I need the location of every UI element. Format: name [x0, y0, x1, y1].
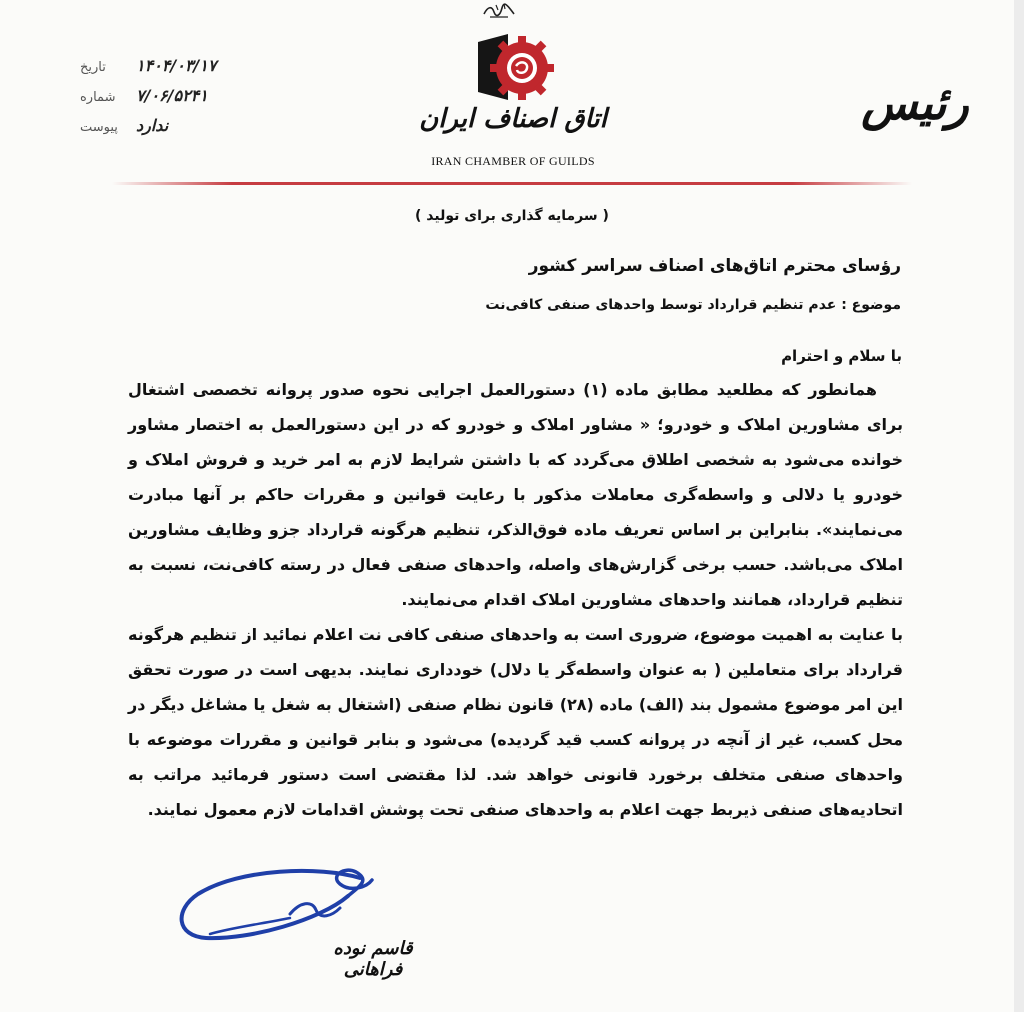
letter-body	[128, 372, 903, 827]
meta-attachment-value: ندارد	[136, 116, 169, 135]
bismillah-calligraphy-icon	[482, 2, 516, 20]
meta-number-value: ۷/۰۶/۵۲۴۱	[136, 86, 208, 105]
meta-date-value: ۱۴۰۴/۰۳/۱۷	[136, 56, 217, 75]
letter-meta	[80, 56, 250, 146]
paragraph: همانطور که مطلعید مطابق ماده (۱) دستورالعمل اجرایی نحوه صدور پروانه تخصصی اشتغال برای مشاورین املاک و خودرو؛ « مشاور املاک و خودرو که در این دستورالعمل به اختصار مشاور خوانده می‌شود به شخصی اطلاق می‌گردد که با داشتن شرایط لازم به امر خرید و فروش املاک و خودرو یا دلالی و واسطه‌گری معاملات مذکور با رعایت قوانین و مقررات حاکم بر آنها مبادرت می‌نمایند». بنابراین بر اساس تعریف ماده فوق‌الذکر، تنظیم هرگونه قرارداد جزو وظایف مشاورین املاک می‌باشد. حسب برخی گزارش‌های واصله، واحدهای صنفی فعال در رسته کافی‌نت، نسبت به تنظیم قرارداد، همانند واحدهای مشاورین املاک اقدام می‌نمایند.	[128, 380, 903, 609]
meta-attachment	[80, 116, 250, 146]
recipient: رؤسای محترم اتاق‌های اصناف سراسر کشور	[528, 256, 901, 276]
slogan: ( سرمایه گذاری برای تولید )	[415, 208, 609, 224]
meta-number	[80, 86, 250, 116]
gear-hexagon-logo-icon	[470, 30, 554, 110]
meta-number-label: شماره	[80, 90, 116, 105]
signer-name: قاسم نوده فراهانی	[333, 938, 413, 980]
page-edge	[1014, 0, 1024, 1012]
header-divider	[112, 180, 912, 188]
paragraph: با عنایت به اهمیت موضوع، ضروری است به واحدهای صنفی کافی نت اعلام نمائید از تنظیم هرگونه قرارداد برای متعاملین ( به عنوان واسطه‌گر یا دلال) خودداری نمایند. بدیهی است در صورت تحقق این امر موضوع مشمول بند (الف) ماده (۲۸) قانون نظام صنفی (اشتغال به شغل یا مشاغل دیگر در محل کسب، غیر از آنچه در پروانه کسب قید گردیده) می‌شود و بنابر قوانین و مقررات موضوعه با واحدهای صنفی متخلف برخورد قانونی خواهد شد. لذا مقتضی است دستور فرمائید مراتب به اتحادیه‌های صنفی ذیربط جهت اعلام به واحدهای صنفی تحت پوشش اقدامات لازم معمول نمایند.	[128, 625, 904, 819]
header-title: رئیس	[861, 76, 969, 130]
organization-name: اتاق اصناف ایران	[419, 104, 607, 134]
subject-line: موضوع : عدم تنظیم قرارداد توسط واحدهای صنفی کافی‌نت	[485, 297, 901, 313]
meta-date-label: تاریخ	[80, 60, 106, 75]
meta-attachment-label: پیوست	[80, 120, 118, 135]
organization-name-english: IRAN CHAMBER OF GUILDS	[431, 154, 595, 168]
greeting: با سلام و احترام	[781, 347, 902, 365]
meta-date	[80, 56, 250, 86]
